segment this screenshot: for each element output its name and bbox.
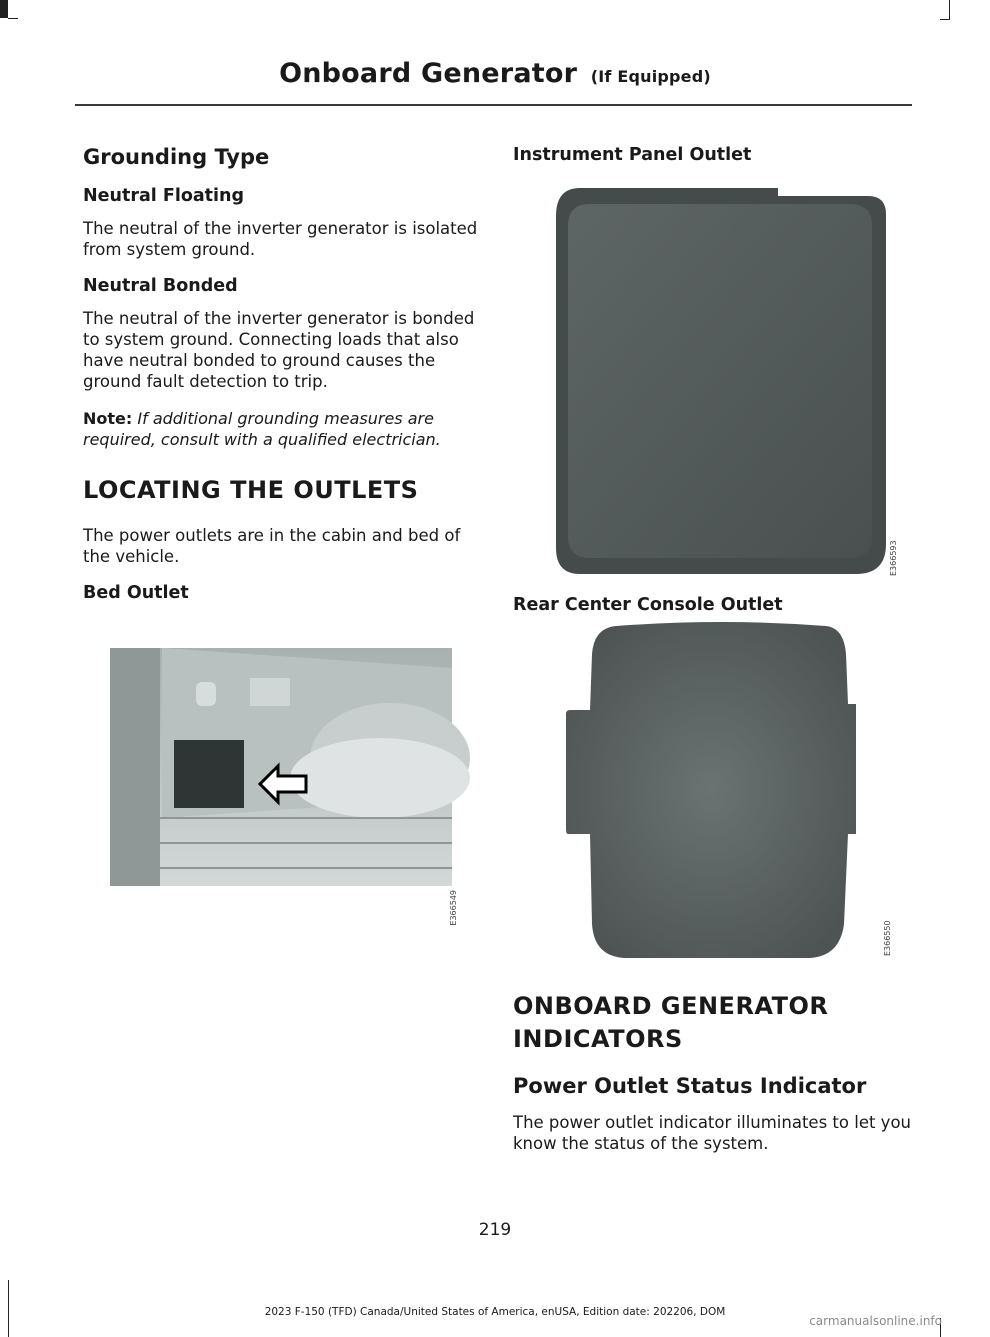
indicators-heading-line1: ONBOARD GENERATOR <box>513 992 829 1020</box>
bed-figure-code: E366549 <box>449 890 458 926</box>
instrument-figure-code: E366593 <box>889 540 898 576</box>
header-subtitle: (If Equipped) <box>590 67 711 86</box>
locating-outlets-heading: LOCATING THE OUTLETS <box>83 476 419 504</box>
neutral-floating-text: The neutral of the inverter generator is isolated from system ground. <box>83 219 478 259</box>
status-indicator-text: The power outlet indicator illuminates to let you know the status of the system. <box>513 1113 911 1153</box>
crop-mark <box>940 19 950 20</box>
page-header <box>0 58 990 89</box>
status-indicator-heading: Power Outlet Status Indicator <box>513 1074 867 1098</box>
neutral-bonded-text: The neutral of the inverter generator is bonded to system ground. Connecting loads that also have neutral bonded to ground causes the ground fault detection to trip. <box>83 309 475 391</box>
neutral-floating-heading: Neutral Floating <box>83 186 245 206</box>
left-column <box>83 145 478 615</box>
crop-mark <box>0 0 8 18</box>
note-text: If additional grounding measures are required, consult with a qualified electrician. <box>83 409 441 449</box>
note-label: Note: <box>83 409 133 428</box>
rear-console-figure <box>564 624 894 964</box>
header-title: Onboard Generator <box>279 58 578 89</box>
right-column-top <box>513 145 903 177</box>
locating-outlets-text: The power outlets are in the cabin and bed of the vehicle. <box>83 526 461 566</box>
rear-console-heading: Rear Center Console Outlet <box>513 595 783 615</box>
bed-outlet-heading: Bed Outlet <box>83 583 189 603</box>
neutral-bonded-heading: Neutral Bonded <box>83 276 238 296</box>
rear-console-figure-code: E366550 <box>883 920 892 956</box>
page-number: 219 <box>478 1220 512 1240</box>
instrument-panel-illustration <box>550 186 900 578</box>
instrument-panel-figure <box>550 186 900 578</box>
bed-outlet-figure <box>110 648 472 926</box>
grounding-type-heading: Grounding Type <box>83 145 270 169</box>
header-rule <box>75 104 912 106</box>
crop-mark <box>8 18 18 19</box>
bed-outlet-illustration <box>110 648 472 926</box>
note <box>83 408 478 450</box>
indicators-heading-line2: INDICATORS <box>513 1025 683 1053</box>
instrument-panel-heading: Instrument Panel Outlet <box>513 145 752 165</box>
watermark: carmanualsonline.info <box>809 1314 942 1328</box>
rear-console-illustration <box>564 624 894 964</box>
right-column-bottom <box>513 990 913 1170</box>
crop-mark <box>949 0 950 20</box>
footer-text: 2023 F-150 (TFD) Canada/United States of America, enUSA, Edition date: 202206, DOM <box>264 1306 726 1318</box>
